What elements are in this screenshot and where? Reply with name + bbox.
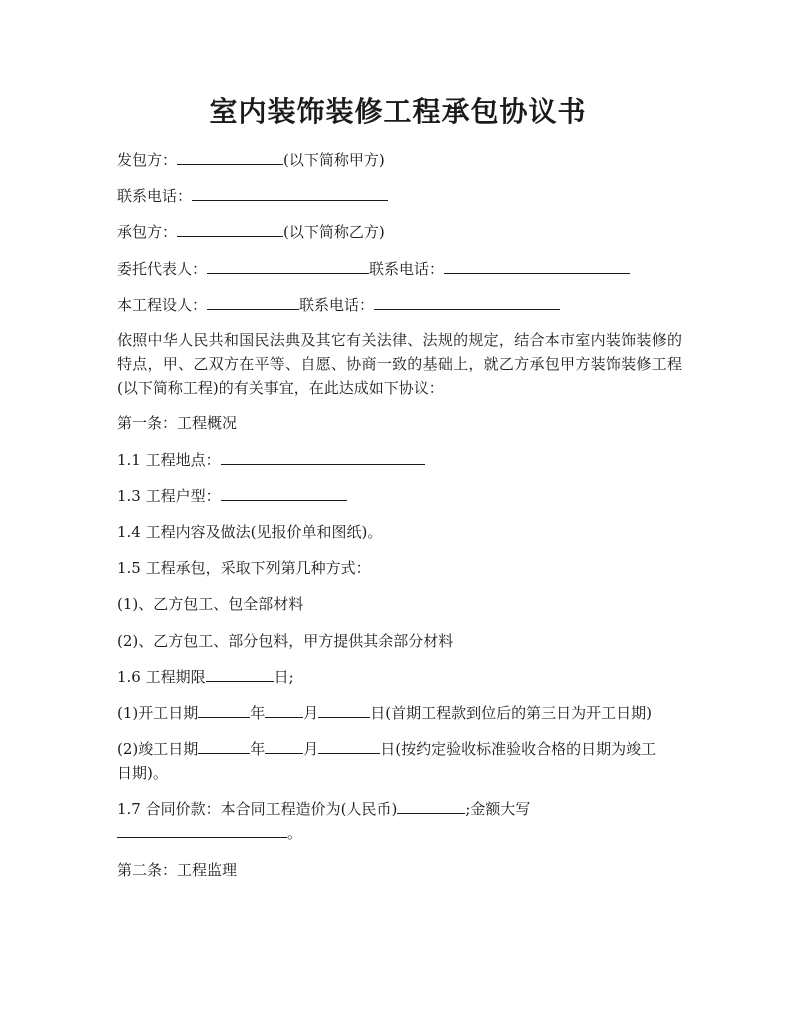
clause-1-6 <box>117 667 687 688</box>
house-type-blank[interactable] <box>221 486 347 501</box>
representative-phone-label: 联系电话： <box>369 260 445 278</box>
clause-1-4: 1.4 工程内容及做法(见报价单和图纸)。 <box>117 523 383 541</box>
end-year-blank[interactable] <box>198 739 250 754</box>
party-b-blank[interactable] <box>177 222 283 237</box>
project-location-blank[interactable] <box>221 450 425 465</box>
end-year-unit: 年 <box>250 740 266 758</box>
clause-1-5: 1.5 工程承包，采取下列第几种方式： <box>117 559 371 577</box>
representative-line <box>117 259 687 280</box>
amount-in-words-label: ;金额大写 <box>465 800 531 818</box>
start-date-note: 日(首期工程款到位后的第三日为开工日期) <box>370 704 652 722</box>
party-a-phone-label: 联系电话： <box>117 187 193 205</box>
option-1: (1)、乙方包工、包全部材料 <box>117 595 304 613</box>
project-designer-phone-label: 联系电话： <box>299 296 375 314</box>
contract-price-blank[interactable] <box>397 799 465 814</box>
party-b-line <box>117 222 687 243</box>
party-b-note: (以下简称乙方) <box>283 223 385 241</box>
start-date-line <box>117 703 687 724</box>
start-year-unit: 年 <box>250 704 266 722</box>
clause-1-3-label: 1.3 工程户型： <box>117 487 221 505</box>
start-date-label: (1)开工日期 <box>117 704 199 722</box>
start-month-unit: 月 <box>303 704 319 722</box>
project-designer-blank[interactable] <box>207 295 299 310</box>
party-a-label: 发包方： <box>117 151 178 169</box>
clause-1-1-label: 1.1 工程地点： <box>117 451 221 469</box>
article-2-heading: 第二条：工程监理 <box>117 861 238 879</box>
party-a-blank[interactable] <box>177 150 283 165</box>
party-b-label: 承包方： <box>117 223 178 241</box>
project-duration-blank[interactable] <box>206 667 274 682</box>
clause-1-6-label: 1.6 工程期限 <box>117 668 206 686</box>
representative-label: 委托代表人： <box>117 260 208 278</box>
clause-1-7-end: 。 <box>287 824 303 842</box>
project-designer-line <box>117 295 687 316</box>
party-a-phone-line <box>117 186 687 207</box>
end-month-blank[interactable] <box>265 739 303 754</box>
amount-in-words-blank[interactable] <box>117 823 287 838</box>
clause-1-6-unit: 日; <box>273 668 294 686</box>
start-month-blank[interactable] <box>265 703 303 718</box>
option-2: (2)、乙方包工、部分包料，甲方提供其余部分材料 <box>117 632 454 650</box>
end-date-note: 日(按约定验收标准验收合格的日期为竣工 <box>380 740 657 758</box>
end-day-blank[interactable] <box>318 739 380 754</box>
clause-1-7-cont <box>117 823 687 844</box>
end-date-label: (2)竣工日期 <box>117 740 199 758</box>
end-date-line <box>117 739 687 760</box>
end-month-unit: 月 <box>303 740 319 758</box>
party-a-line <box>117 150 687 171</box>
end-date-line-cont: 日期)。 <box>117 764 168 782</box>
clause-1-7-label: 1.7 合同价款：本合同工程造价为(人民币) <box>117 800 398 818</box>
project-designer-phone-blank[interactable] <box>374 295 560 310</box>
clause-1-3 <box>117 486 687 507</box>
document-title: 室内装饰装修工程承包协议书 <box>209 95 587 128</box>
party-a-note: (以下简称甲方) <box>283 151 385 169</box>
representative-phone-blank[interactable] <box>444 259 630 274</box>
clause-1-1 <box>117 450 687 471</box>
project-designer-label: 本工程设人： <box>117 296 208 314</box>
start-year-blank[interactable] <box>198 703 250 718</box>
representative-blank[interactable] <box>207 259 369 274</box>
clause-1-7 <box>117 799 687 820</box>
article-1-heading: 第一条：工程概况 <box>117 414 238 432</box>
party-a-phone-blank[interactable] <box>192 186 388 201</box>
start-day-blank[interactable] <box>318 703 370 718</box>
intro-paragraph: 依照中华人民共和国民法典及其它有关法律、法规的规定，结合本市室内装饰装修的特点，甲、乙双方在平等、自愿、协商一致的基础上，就乙方承包甲方装饰装修工程(以下简称工程)的有关事宜，在此达成如下协议： <box>117 331 682 397</box>
